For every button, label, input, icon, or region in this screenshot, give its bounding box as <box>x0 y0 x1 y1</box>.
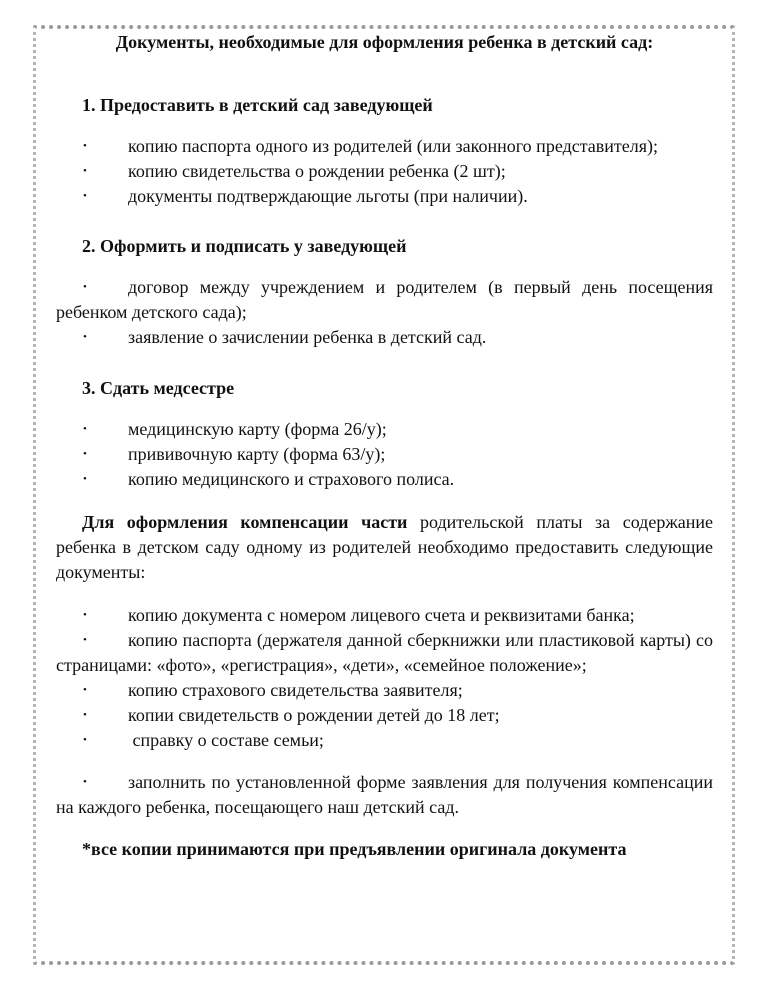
list-item: • копию медицинского и страхового полиса. <box>56 467 713 492</box>
list-item: • договор между учреждением и родителем (в первый день посещения ребенком детского сада); <box>56 275 713 325</box>
list-item: • копию свидетельства о рождении ребенка (2 шт); <box>56 159 713 184</box>
section-heading-1: 1. Предоставить в детский сад заведующей <box>82 95 433 115</box>
list-item: • копию документа с номером лицевого счета и реквизитами банка; <box>56 603 713 628</box>
section-3-list <box>56 417 713 492</box>
list-item: • медицинскую карту (форма 26/у); <box>56 417 713 442</box>
list-item: • документы подтверждающие льготы (при наличии). <box>56 184 713 209</box>
compensation-list <box>56 603 713 753</box>
list-item: • копию паспорта одного из родителей (или законного представителя); <box>56 134 713 159</box>
list-item: • копии свидетельств о рождении детей до 18 лет; <box>56 703 713 728</box>
list-item: • справку о составе семьи; <box>56 728 713 753</box>
list-item: • копию паспорта (держателя данной сберкнижки или пластиковой карты) со страницами: «фото», «регистрация», «дети», «семейное положение»; <box>56 628 713 678</box>
compensation-intro-bold: Для оформления компенсации части <box>82 512 408 532</box>
compensation-paragraph <box>56 510 713 585</box>
section-heading-3: 3. Сдать медсестре <box>82 378 235 398</box>
page-title: Документы, необходимые для оформления ребенка в детский сад: <box>115 32 654 52</box>
section-heading-2: 2. Оформить и подписать у заведующей <box>82 236 407 256</box>
document-body <box>56 30 713 861</box>
list-item: • заявление о зачислении ребенка в детский сад. <box>56 325 713 350</box>
section-1-list <box>56 134 713 209</box>
list-item: • прививочную карту (форма 63/у); <box>56 442 713 467</box>
compensation-intro-text: родительской платы за содержание ребенка в детском саду одному из родителей необходимо предоставить следующие документы: <box>56 512 714 582</box>
section-2-list <box>56 275 713 350</box>
compensation-final-list <box>56 770 713 820</box>
list-item: • копию страхового свидетельства заявителя; <box>56 678 713 703</box>
footnote: *все копии принимаются при предъявлении оригинала документа <box>82 839 627 859</box>
list-item: • заполнить по установленной форме заявления для получения компенсации на каждого ребенка, посещающего наш детский сад. <box>56 770 713 820</box>
